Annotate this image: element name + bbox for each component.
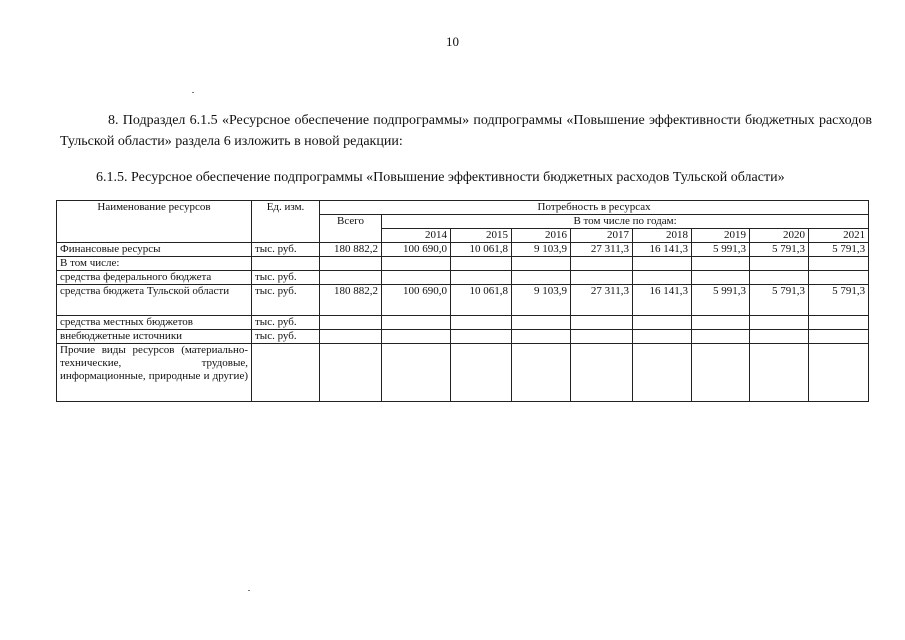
table-row	[57, 330, 869, 344]
row-unit	[252, 257, 320, 271]
row-year-value	[750, 257, 809, 271]
header-need: Потребность в ресурсах	[320, 201, 869, 215]
row-year-value	[571, 257, 633, 271]
row-year-value	[692, 330, 750, 344]
row-total	[320, 271, 382, 285]
header-year: 2017	[571, 229, 633, 243]
row-total	[320, 344, 382, 402]
header-year: 2015	[451, 229, 512, 243]
row-unit: тыс. руб.	[252, 271, 320, 285]
row-year-value: 10 061,8	[451, 285, 512, 316]
row-year-value: 9 103,9	[512, 243, 571, 257]
row-year-value: 100 690,0	[382, 243, 451, 257]
row-year-value	[633, 316, 692, 330]
resources-table	[56, 200, 869, 402]
header-year: 2019	[692, 229, 750, 243]
row-year-value: 27 311,3	[571, 243, 633, 257]
row-year-value	[512, 257, 571, 271]
row-total	[320, 316, 382, 330]
amendment-paragraph: 8. Подраздел 6.1.5 «Ресурсное обеспечение подпрограммы» подпрограммы «Повышение эффективности бюджетных расходов Тульской области» раздела 6 изложить в новой редакции:	[60, 113, 872, 149]
row-name: средства федерального бюджета	[57, 271, 252, 285]
row-unit: тыс. руб.	[252, 243, 320, 257]
row-year-value	[692, 344, 750, 402]
row-year-value	[382, 257, 451, 271]
header-total: Всего	[320, 215, 382, 243]
row-year-value	[571, 330, 633, 344]
header-year: 2014	[382, 229, 451, 243]
subsection-heading: 6.1.5. Ресурсное обеспечение подпрограммы «Повышение эффективности бюджетных расходов Тульской области»	[96, 170, 785, 185]
row-name: Финансовые ресурсы	[57, 243, 252, 257]
page-number: 10	[446, 34, 459, 49]
header-by-years: В том числе по годам:	[382, 215, 869, 229]
header-unit: Ед. изм.	[252, 201, 320, 243]
row-total: 180 882,2	[320, 243, 382, 257]
row-year-value	[512, 330, 571, 344]
header-year: 2020	[750, 229, 809, 243]
row-total	[320, 257, 382, 271]
row-year-value: 27 311,3	[571, 285, 633, 316]
row-year-value	[809, 316, 869, 330]
row-year-value: 5 991,3	[692, 285, 750, 316]
row-year-value	[512, 344, 571, 402]
row-year-value	[382, 330, 451, 344]
row-year-value	[512, 316, 571, 330]
header-year: 2018	[633, 229, 692, 243]
row-year-value	[692, 271, 750, 285]
row-total: 180 882,2	[320, 285, 382, 316]
row-year-value	[451, 271, 512, 285]
row-year-value	[750, 330, 809, 344]
scan-speck	[192, 92, 194, 93]
row-year-value: 9 103,9	[512, 285, 571, 316]
row-year-value	[809, 344, 869, 402]
row-year-value	[571, 271, 633, 285]
row-name: В том числе:	[57, 257, 252, 271]
row-name: Прочие виды ресурсов (материально-технические, трудовые, информационные, природные и другие)	[57, 344, 252, 402]
row-year-value	[451, 316, 512, 330]
row-year-value: 5 791,3	[750, 243, 809, 257]
row-year-value	[809, 330, 869, 344]
row-year-value	[750, 316, 809, 330]
row-unit: тыс. руб.	[252, 316, 320, 330]
row-unit	[252, 344, 320, 402]
table-row	[57, 344, 869, 402]
table-row	[57, 271, 869, 285]
row-year-value	[633, 271, 692, 285]
row-year-value: 5 791,3	[750, 285, 809, 316]
row-year-value	[809, 257, 869, 271]
header-year: 2021	[809, 229, 869, 243]
row-year-value	[809, 271, 869, 285]
row-year-value	[382, 271, 451, 285]
row-name: внебюджетные источники	[57, 330, 252, 344]
table-row	[57, 243, 869, 257]
table-row	[57, 257, 869, 271]
row-year-value	[571, 316, 633, 330]
row-total	[320, 330, 382, 344]
row-year-value: 16 141,3	[633, 243, 692, 257]
row-year-value	[571, 344, 633, 402]
row-year-value	[451, 330, 512, 344]
row-name: средства бюджета Тульской области	[57, 285, 252, 316]
row-year-value	[512, 271, 571, 285]
row-year-value	[633, 344, 692, 402]
row-year-value: 16 141,3	[633, 285, 692, 316]
table-row	[57, 316, 869, 330]
header-year: 2016	[512, 229, 571, 243]
row-year-value	[633, 330, 692, 344]
header-resource-name: Наименование ресурсов	[57, 201, 252, 243]
row-year-value: 5 791,3	[809, 285, 869, 316]
table-row	[57, 285, 869, 316]
row-year-value	[451, 344, 512, 402]
row-unit: тыс. руб.	[252, 330, 320, 344]
row-unit: тыс. руб.	[252, 285, 320, 316]
row-year-value: 5 991,3	[692, 243, 750, 257]
row-year-value	[692, 316, 750, 330]
table-header-row	[57, 201, 869, 215]
row-year-value	[692, 257, 750, 271]
row-year-value	[750, 344, 809, 402]
row-name: средства местных бюджетов	[57, 316, 252, 330]
row-year-value: 5 791,3	[809, 243, 869, 257]
row-year-value	[750, 271, 809, 285]
scan-speck	[248, 590, 250, 591]
row-year-value	[382, 344, 451, 402]
row-year-value	[633, 257, 692, 271]
row-year-value: 100 690,0	[382, 285, 451, 316]
row-year-value	[382, 316, 451, 330]
row-year-value: 10 061,8	[451, 243, 512, 257]
row-year-value	[451, 257, 512, 271]
